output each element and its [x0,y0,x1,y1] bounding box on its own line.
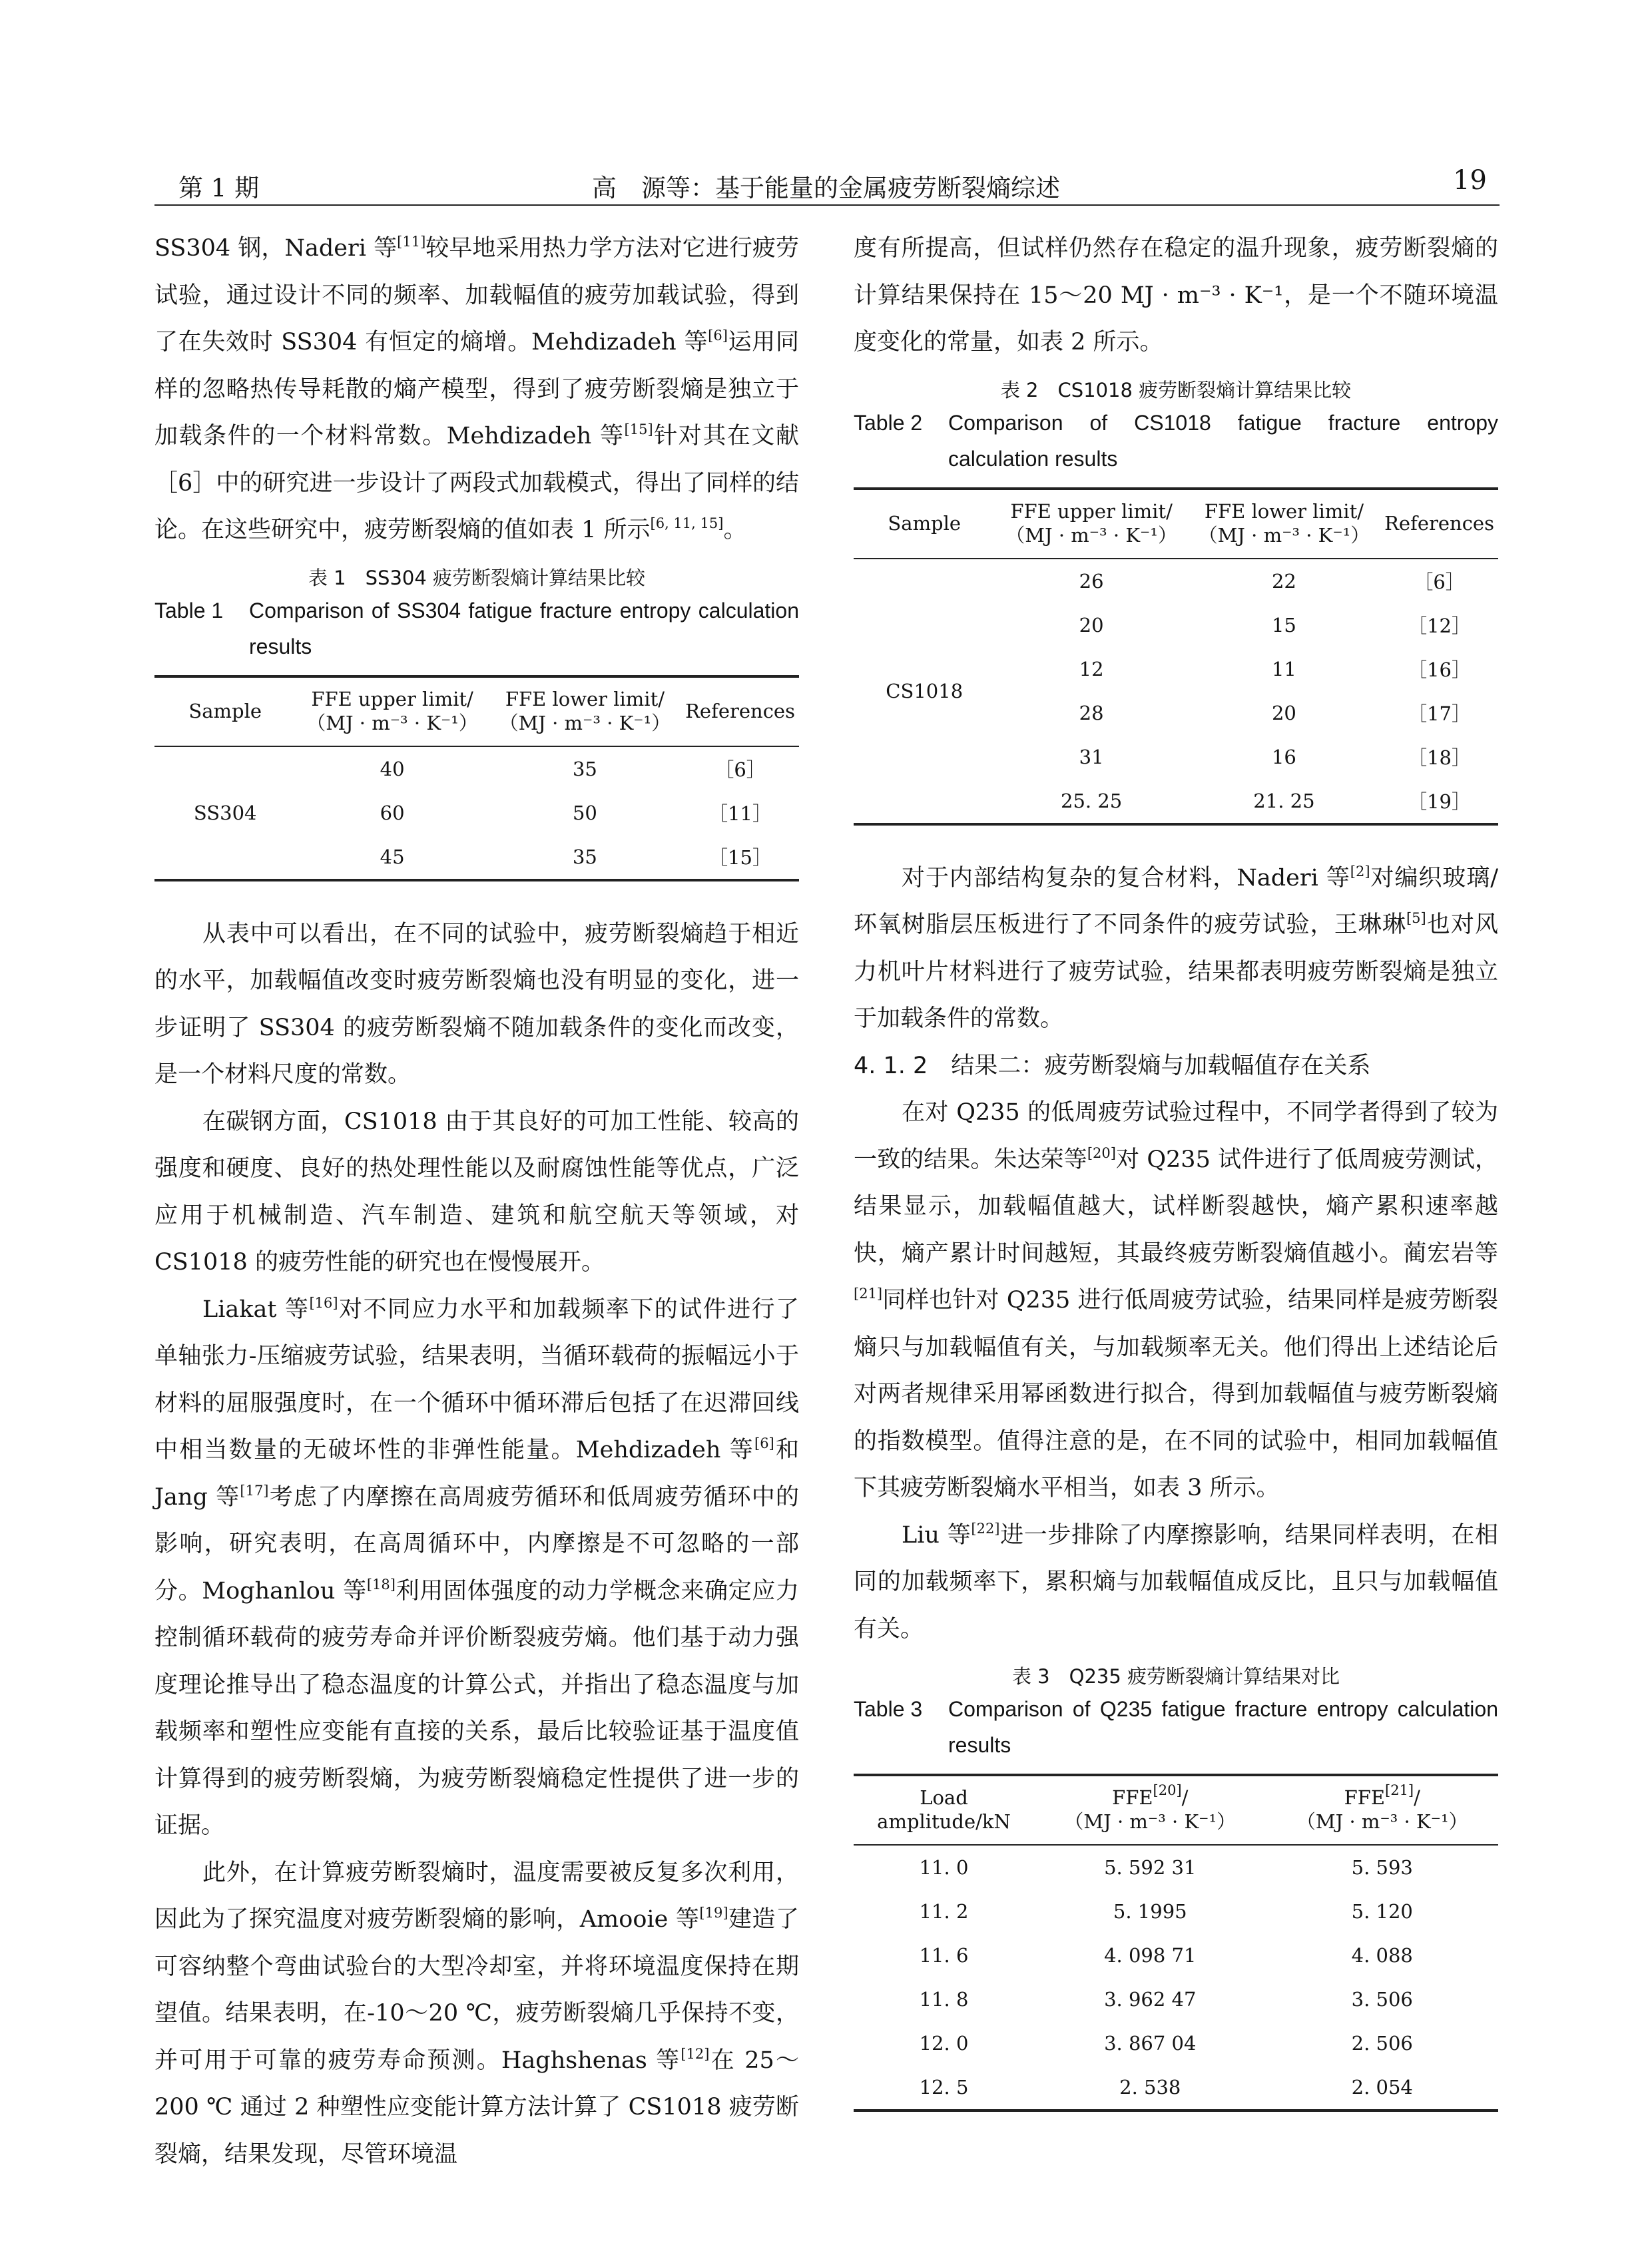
table-row: 60 50 ［11］ [380,801,772,825]
table-row: 45 35 ［15］ [380,845,772,869]
running-title: 高 源等：基于能量的金属疲劳断裂熵综述 [592,174,1060,202]
paragraph: Liakat 等[16]对不同应力水平和加载频率下的试件进行了单轴张力-压缩疲劳试验，结果表明，当循环载荷的振幅远小于材料的屈服强度时，在一个循环中循环滞后包括了在迟滞回线中相当数量的无破坏性的非弹性能量。Mehdizadeh 等[6]和 Jang 等[17]考虑了内摩擦在高周疲劳循环和低周疲劳循环中的影响，研究表明，在高周循环中，内摩擦是不可忽略的一部分。Moghanlou 等[18]利用固体强度的动力学概念来确定应力控制循环载荷的疲劳寿命并评价断裂疲劳熵。他们基于动力强度理论推导出了稳态温度的计算公式，并指出了稳态温度与加载频率和塑性应变能有直接的关系，最后比较验证基于温度值计算得到的疲劳断裂熵，为疲劳断裂熵稳定性提供了进一步的证据。 [154,1294,799,1839]
paragraph: 从表中可以看出，在不同的试验中，疲劳断裂熵趋于相近的水平，加载幅值改变时疲劳断裂熵也没有明显的变化，进一步证明了 SS304 的疲劳断裂熵不随加载条件的变化而改变，是一个材料尺度的常数。 [154,920,799,1088]
column-header: Sample [154,676,296,746]
table-row: 25. 25 21. 25 ［19］ [1061,789,1471,813]
table-row: 12. 5 2. 538 2. 054 [919,2076,1413,2099]
table-caption-en: Table 2 Comparison of CS1018 fatigue fracture entropy calculation results [854,410,1498,471]
column-header: References [1380,489,1498,559]
column-header: FFE[21]/ （MJ · m⁻³ · K⁻¹） [1266,1775,1499,1845]
left-column [154,225,799,2178]
paragraph: 在对 Q235 的低周疲劳试验过程中，不同学者得到了较为一致的结果。朱达荣等[20]对 Q235 试件进行了低周疲劳测试，结果显示，加载幅值越大，试样断裂越快，熵产累积速率越快，熵产累计时间越短，其最终疲劳断裂熵值越小。蔺宏岩等[21]同样也针对 Q235 进行低周疲劳试验，结果同样是疲劳断裂熵只与加载幅值有关，与加载频率无关。他们得出上述结论后对两者规律采用幂函数进行拟合，得到加载幅值与疲劳断裂熵的指数模型。值得注意的是，在不同的试验中，相同加载幅值下其疲劳断裂熵水平相当，如表 3 所示。 [854,1099,1498,1501]
paragraph: SS304 钢，Naderi 等[11]较早地采用热力学方法对它进行疲劳试验，通过设计不同的频率、加载幅值的疲劳加载试验，得到了在失效时 SS304 有恒定的熵增。Mehdizadeh 等[6]运用同样的忽略热传导耗散的熵产模型，得到了疲劳断裂熵是独立于加载条件的一个材料常数。Mehdizadeh 等[15]针对其在文献［6］中的研究进一步设计了两段式加载模式，得出了同样的结论。在这些研究中，疲劳断裂熵的值如表 1 所示[6, 11, 15]。 [154,234,799,543]
paragraph: 对于内部结构复杂的复合材料，Naderi 等[2]对编织玻璃/环氧树脂层压板进行了不同条件的疲劳试验，王琳琳[5]也对风力机叶片材料进行了疲劳试验，结果都表明疲劳断裂熵是独立于加载条件的常数。 [854,863,1498,1032]
table-row: 11. 8 3. 962 47 3. 506 [919,1988,1413,2011]
paragraph: Liu 等[22]进一步排除了内摩擦影响，结果同样表明，在相同的加载频率下，累积熵与加载幅值成反比，且只与加载幅值有关。 [854,1520,1498,1642]
table-row: 11. 2 5. 1995 5. 120 [919,1900,1413,1923]
paragraph: 在碳钢方面，CS1018 由于其良好的可加工性能、较高的强度和硬度、良好的热处理性能以及耐腐蚀性能等优点，广泛应用于机械制造、汽车制造、建筑和航空航天等领域，对 CS1018 的疲劳性能的研究也在慢慢展开。 [154,1108,799,1276]
column-header: FFE[20]/ （MJ · m⁻³ · K⁻¹） [1034,1775,1266,1845]
paragraph: 此外，在计算疲劳断裂熵时，温度需要被反复多次利用，因此为了探究温度对疲劳断裂熵的影响，Amooie 等[19]建造了可容纳整个弯曲试验台的大型冷却室，并将环境温度保持在期望值。结果表明，在-10～20 ℃，疲劳断裂熵几乎保持不变，并可用于可靠的疲劳寿命预测。Haghshenas 等[12]在 25～200 ℃ 通过 2 种塑性应变能计算方法计算了 CS1018 疲劳断裂熵，结果发现，尽管环境温 [154,1859,799,2168]
table-row: 12 11 ［16］ [1079,657,1471,681]
table-row: 31 16 ［18］ [1079,745,1471,769]
table-row: 11. 6 4. 098 71 4. 088 [919,1944,1413,1967]
table-ss304 [154,675,799,881]
table-row: 11. 0 5. 592 31 5. 593 [919,1856,1413,1879]
table-row: SS304 40 35 ［6］ [193,757,766,824]
column-header: FFE upper limit/ （MJ · m⁻³ · K⁻¹） [995,489,1187,559]
table-caption-cn: 表 3 Q235 疲劳断裂熵计算结果对比 [1011,1665,1340,1688]
header-rule [154,204,1500,206]
column-header: Load amplitude/kN [854,1775,1034,1845]
table-caption-cn: 表 1 SS304 疲劳断裂熵计算结果比较 [308,566,646,589]
table-row: CS1018 26 22 ［6］ [886,569,1465,702]
paragraph: 度有所提高，但试样仍然存在稳定的温升现象，疲劳断裂熵的计算结果保持在 15～20 MJ · m⁻³ · K⁻¹，是一个不随环境温度变化的常量，如表 2 所示。 [854,235,1498,356]
right-column [854,225,1498,2141]
column-header: FFE lower limit/ （MJ · m⁻³ · K⁻¹） [489,676,681,746]
table-cs1018 [854,487,1498,826]
column-header: FFE lower limit/ （MJ · m⁻³ · K⁻¹） [1188,489,1380,559]
table-caption-en: Table 3 Comparison of Q235 fatigue fracture entropy calculation results [854,1697,1498,1757]
journal-issue: 第 1 期 [178,174,260,202]
table-row: 12. 0 3. 867 04 2. 506 [919,2032,1413,2055]
section-subheading: 4. 1. 2 结果二：疲劳断裂熵与加载幅值存在关系 [854,1052,1371,1079]
table-caption-cn: 表 2 CS1018 疲劳断裂熵计算结果比较 [1000,378,1352,401]
column-header: References [681,676,799,746]
column-header: Sample [854,489,995,559]
table-q235 [854,1774,1498,2112]
table-row: 20 15 ［12］ [1079,613,1471,637]
page-number: 19 [1453,165,1487,196]
table-row: 28 20 ［17］ [1079,701,1471,725]
table-caption-en: Table 1 Comparison of SS304 fatigue fracture entropy calculation results [154,598,799,658]
column-header: FFE upper limit/ （MJ · m⁻³ · K⁻¹） [296,676,488,746]
